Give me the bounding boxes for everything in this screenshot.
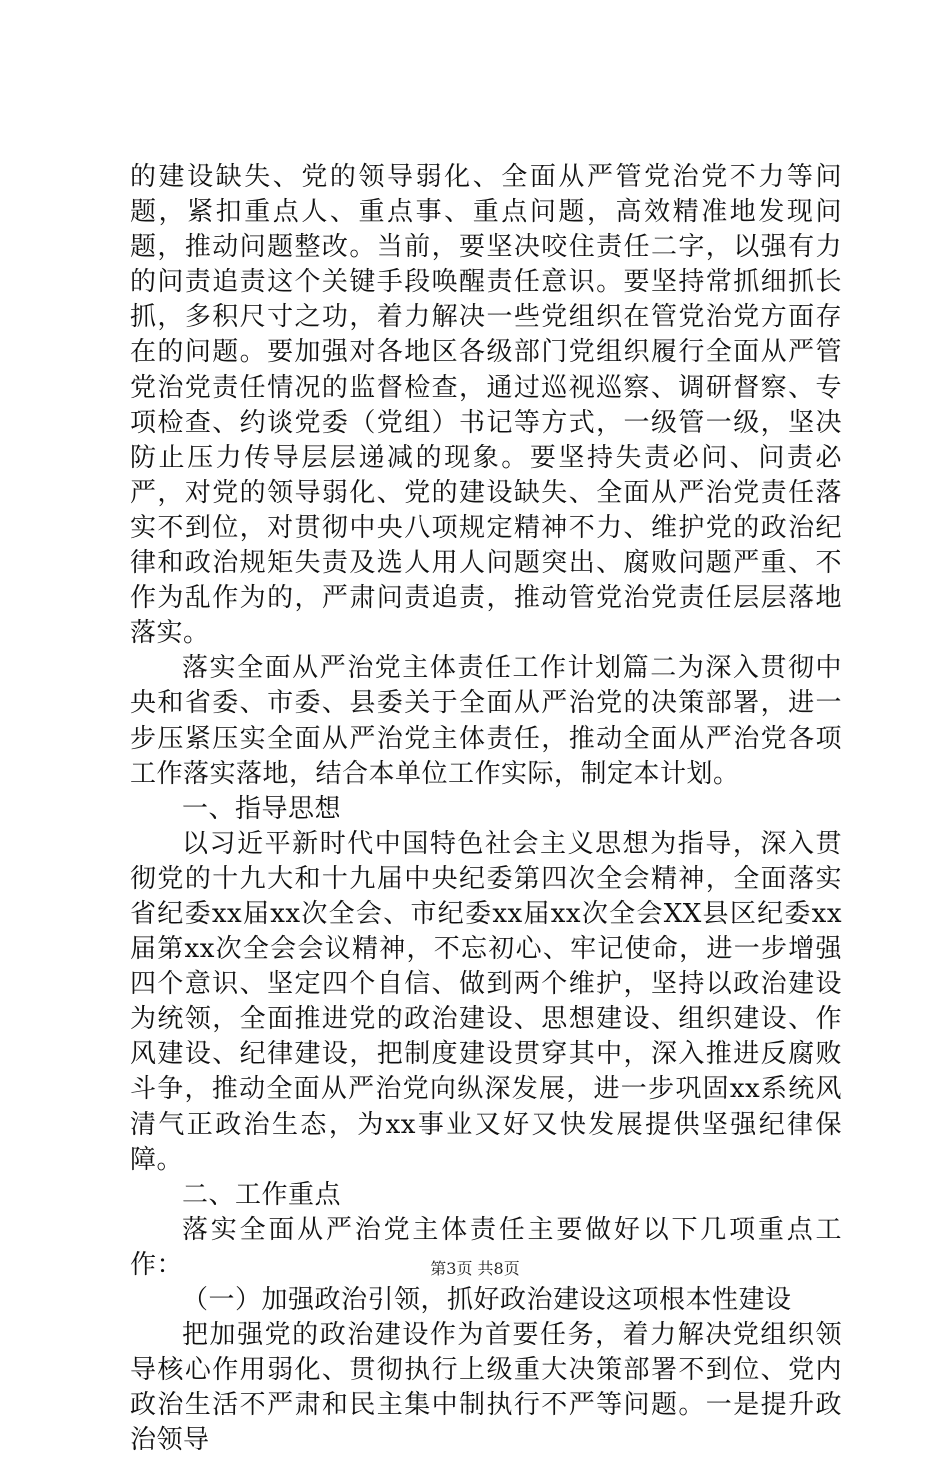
section-heading-work-focus: 二、工作重点	[182, 1179, 342, 1210]
paragraph-work-focus-intro: 落实全面从严治党主体责任主要做好以下几项重点工作：	[130, 1214, 842, 1280]
page-number-footer: 第3页 共8页	[430, 1259, 520, 1278]
paragraph-continuation: 的建设缺失、党的领导弱化、全面从严管党治党不力等问题，紧扣重点人、重点事、重点问题，高效精准地发现问题，推动问题整改。当前，要坚决咬住责任二字，以强有力的问责追责这个关键手段唤醒责任意识。要坚持常抓细抓长抓，多积尺寸之功，着力解决一些党组织在管党治党方面存在的问题。要加强对各地区各级部门党组织履行全面从严管党治党责任情况的监督检查，通过巡视巡察、调研督察、专项检查、约谈党委（党组）书记等方式，一级管一级，坚决防止压力传导层层递减的现象。要坚持失责必问、问责必严，对党的领导弱化、党的建设缺失、全面从严治党责任落实不到位，对贯彻中央八项规定精神不力、维护党的政治纪律和政治规矩失责及选人用人问题突出、腐败问题严重、不作为乱作为的，严肃问责追责，推动管党治党责任层层落地落实。	[130, 162, 842, 649]
paragraph-political-building: 把加强党的政治建设作为首要任务，着力解决党组织领导核心作用弱化、贯彻执行上级重大决策部署不到位、党内政治生活不严肃和民主集中制执行不严等问题。一是提升政治领导	[130, 1320, 842, 1456]
section-heading-guiding-ideology: 一、指导思想	[182, 793, 342, 824]
subsection-heading-political-guidance: （一）加强政治引领，抓好政治建设这项根本性建设	[182, 1285, 792, 1315]
paragraph-guiding-ideology: 以习近平新时代中国特色社会主义思想为指导，深入贯彻党的十九大和十九届中央纪委第四次全会精神，全面落实省纪委xx届xx次全会、市纪委xx届xx次全会XX县区纪委xx届第xx次全会会议精神，不忘初心、牢记使命，进一步增强四个意识、坚定四个自信、做到两个维护，坚持以政治建设为统领，全面推进党的政治建设、思想建设、组织建设、作风建设、纪律建设，把制度建设贯穿其中，深入推进反腐败斗争，推动全面从严治党向纵深发展，进一步巩固xx系统风清气正政治生态，为xx事业又好又快发展提供坚强纪律保障。	[130, 828, 842, 1175]
paragraph-plan-intro: 落实全面从严治党主体责任工作计划篇二为深入贯彻中央和省委、市委、县委关于全面从严治党的决策部署，进一步压紧压实全面从严治党主体责任，推动全面从严治党各项工作落实落地，结合本单位工作实际，制定本计划。	[130, 653, 842, 789]
